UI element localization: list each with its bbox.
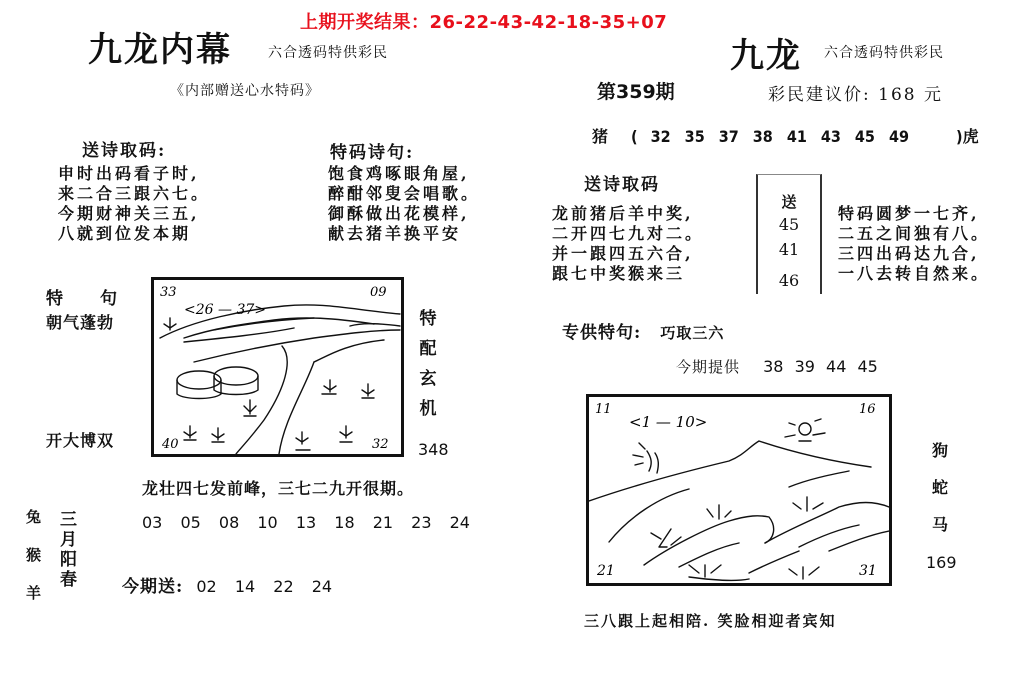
right-send-poem — [552, 204, 704, 284]
number: 14 — [234, 577, 256, 596]
poem-line: 二开四七九对二。 — [552, 224, 705, 243]
number: 38 — [752, 127, 773, 146]
poem-line: 并一跟四五六合, — [552, 244, 694, 263]
number: 41 — [786, 127, 807, 146]
send-number: 45 — [778, 215, 800, 234]
number: 24 — [311, 577, 333, 596]
poem-line: 御酥做出花模样, — [328, 204, 470, 223]
vertical-char: 配 — [419, 339, 437, 359]
number: 39 — [794, 357, 815, 376]
price — [768, 80, 943, 105]
number: 05 — [180, 513, 201, 532]
poem-line: 一八去转自然来。 — [838, 264, 991, 283]
number: 45 — [854, 127, 875, 146]
this-period-numbers — [763, 357, 884, 376]
last-result-banner — [300, 8, 667, 34]
number: 08 — [218, 513, 240, 532]
zodiac: 羊 — [26, 584, 42, 602]
left-side-label: 开大博双 — [46, 431, 115, 450]
number: 43 — [820, 127, 841, 146]
number: 22 — [273, 577, 294, 596]
poem-line: 龙前猪后羊中奖, — [552, 204, 694, 223]
left-special-poem — [328, 164, 480, 244]
number: 45 — [857, 357, 878, 376]
range-text: <1 — 10> — [629, 413, 708, 431]
left-vertical-phrase — [60, 510, 77, 590]
row-numbers — [651, 127, 918, 146]
zodiac-number-row — [592, 124, 992, 147]
right-send-poem-heading: 送诗取码 — [584, 175, 660, 195]
number: 24 — [449, 513, 470, 532]
zodiac: 蛇 — [931, 478, 948, 497]
number: 18 — [334, 513, 355, 532]
this-period-numbers — [196, 577, 345, 596]
left-right-number: 348 — [418, 440, 449, 459]
number: 35 — [684, 127, 705, 146]
poem-line: 献去猪羊换平安 — [328, 224, 462, 243]
number: 38 — [763, 357, 784, 376]
right-hint-picture — [586, 394, 892, 586]
left-special-phrase-text: 朝气蓬勃 — [46, 313, 115, 332]
left-zodiac-column — [26, 498, 41, 612]
poem-line: 八就到位发本期 — [58, 224, 192, 243]
right-side-zodiacs — [928, 432, 952, 543]
left-title: 九龙内幕 — [88, 30, 232, 70]
left-this-period — [122, 572, 345, 597]
this-period-label: 今期提供 — [676, 358, 741, 376]
poem-line: 醉酣邻叟会唱歌。 — [328, 184, 481, 203]
hill-sketch-icon — [589, 397, 889, 583]
right-tagline: 六合透码特供彩民 — [824, 45, 944, 61]
poem-line: 三四出码达九合, — [838, 244, 980, 263]
zodiac: 狗 — [931, 441, 948, 460]
vertical-char: 三 — [60, 510, 77, 530]
send-box — [756, 174, 822, 294]
poem-line: 饱食鸡啄眼角屋, — [328, 164, 470, 183]
vertical-char: 阳 — [60, 550, 77, 570]
left-hint-picture — [151, 277, 404, 457]
right-side-number: 169 — [926, 553, 957, 572]
vertical-char: 月 — [60, 530, 77, 550]
number: 21 — [372, 513, 394, 532]
corner-br: 32 — [372, 437, 389, 452]
number: 03 — [142, 513, 163, 532]
landscape-sketch-icon — [154, 280, 401, 454]
corner-tr: 09 — [370, 285, 387, 300]
corner-tr: 16 — [859, 402, 876, 417]
poem-line: 跟七中奖猴来三 — [552, 264, 686, 283]
number: 10 — [257, 513, 278, 532]
right-this-period — [676, 356, 884, 377]
left-send-poem — [58, 164, 210, 244]
vertical-char: 机 — [419, 399, 437, 419]
zodiac: 猴 — [26, 546, 42, 564]
right-title: 九龙 — [730, 36, 802, 76]
poem-line: 今期财神关三五, — [58, 204, 200, 223]
zodiac: 马 — [931, 515, 948, 534]
send-number: 46 — [778, 271, 800, 290]
right-special-phrase — [562, 318, 724, 343]
number: 02 — [196, 577, 217, 596]
poem-line: 二五之间独有八。 — [838, 224, 991, 243]
left-vertical-hint — [416, 304, 440, 424]
vertical-char: 春 — [60, 570, 77, 590]
number: 49 — [888, 127, 909, 146]
zodiac: 兔 — [26, 508, 42, 526]
number: 44 — [826, 357, 847, 376]
right-caption: 三八跟上起相陪. 笑脸相迎者宾知 — [584, 612, 837, 630]
price-label: 彩民建议价: — [768, 85, 871, 105]
corner-bl: 40 — [162, 437, 179, 452]
left-caption: 龙壮四七发前峰，三七二九开很期。 — [142, 479, 415, 498]
poem-line: 来二合三跟六七。 — [58, 184, 211, 203]
left-tagline: 六合透码特供彩民 — [268, 45, 388, 61]
poem-line: 特码圆梦一七齐, — [838, 204, 980, 223]
special-phrase-text: 巧取三六 — [660, 324, 725, 342]
corner-bl: 21 — [597, 563, 615, 579]
send-number: 41 — [778, 240, 800, 259]
corner-tl: 33 — [160, 285, 177, 300]
left-send-poem-heading: 送诗取码: — [82, 141, 167, 161]
number: 13 — [295, 513, 317, 532]
number: 23 — [411, 513, 432, 532]
last-result-numbers: 26-22-43-42-18-35+07 — [429, 12, 668, 33]
corner-tl: 11 — [595, 402, 612, 417]
number: 37 — [718, 127, 739, 146]
left-zodiac: 猪 — [592, 127, 609, 146]
left-special-poem-heading: 特码诗句: — [330, 143, 415, 163]
special-phrase-label: 专供特句: — [562, 323, 642, 343]
vertical-char: 特 — [419, 309, 437, 329]
this-period-label: 今期送: — [122, 577, 184, 597]
close-paren-zodiac: )虎 — [956, 127, 979, 146]
poem-line: 申时出码看子时, — [58, 164, 200, 183]
number: 32 — [650, 127, 671, 146]
vertical-char: 玄 — [419, 369, 437, 389]
open-paren: ( — [631, 127, 638, 146]
send-box-label: 送 — [781, 193, 797, 211]
price-value: 168 元 — [878, 85, 943, 105]
range-text: <26 — 37> — [184, 302, 266, 318]
left-number-list — [142, 513, 483, 532]
corner-br: 31 — [859, 563, 877, 579]
issue-number: 第359期 — [597, 81, 675, 103]
last-result-label: 上期开奖结果： — [300, 12, 430, 33]
left-special-phrase-label: 特 句 — [46, 289, 118, 309]
left-sub-note: 《内部赠送心水特码》 — [170, 83, 320, 99]
right-poem — [838, 204, 990, 284]
